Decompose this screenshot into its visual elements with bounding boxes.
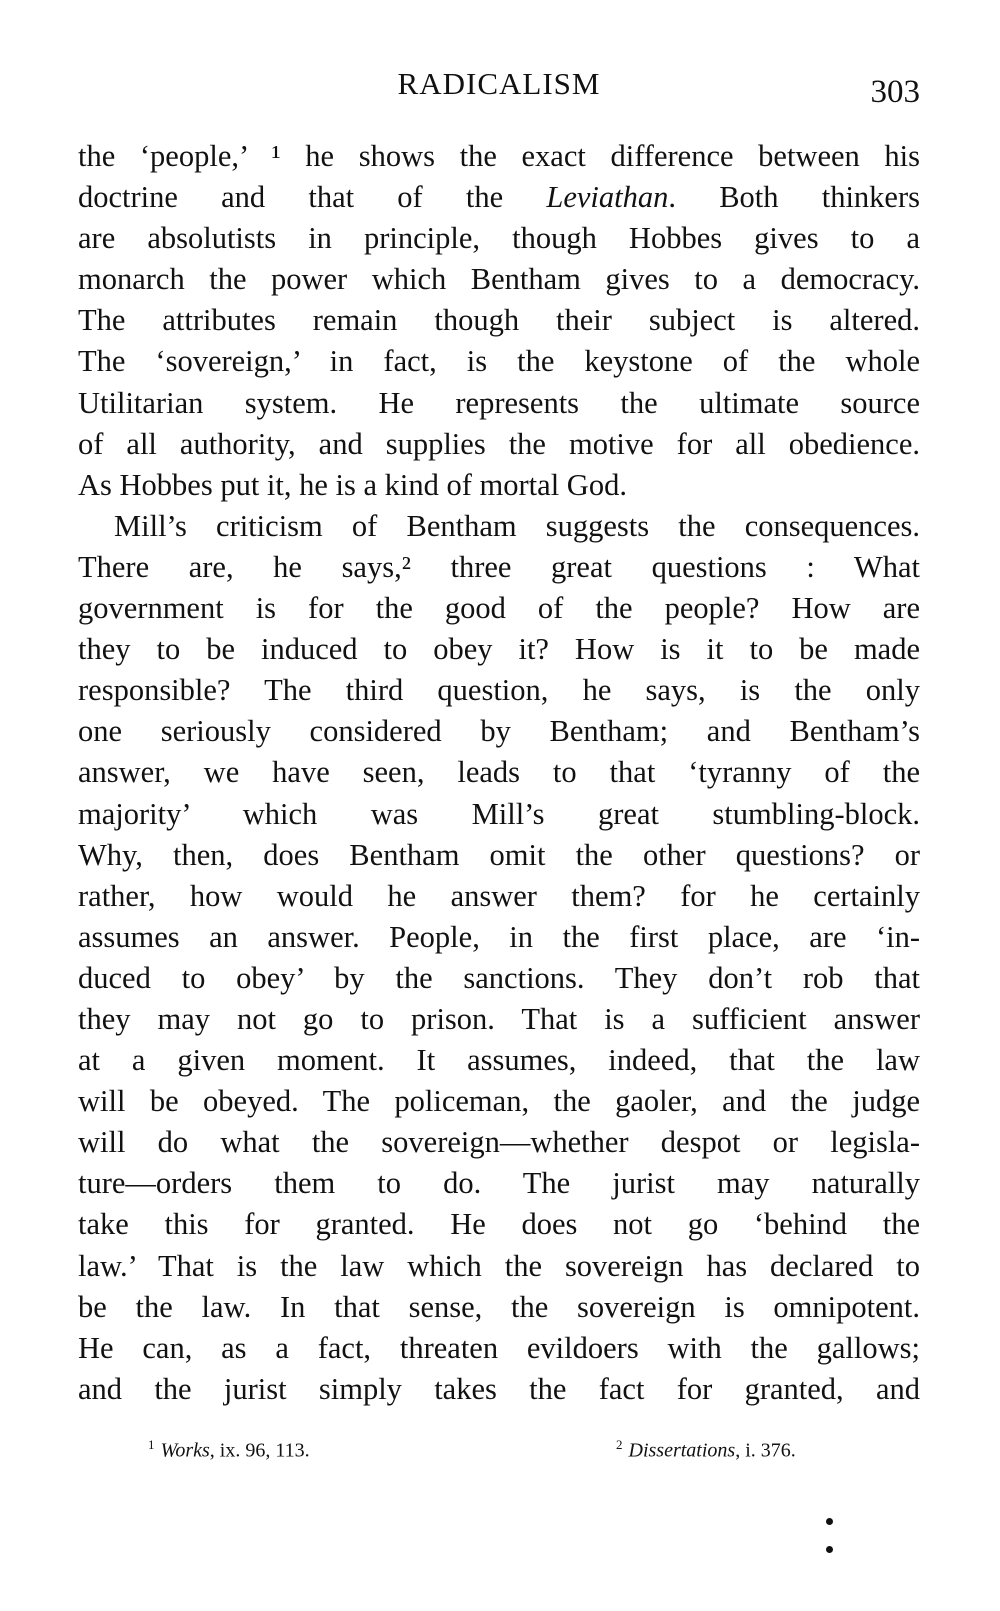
text-line: of all authority, and supplies the motive for all obedience. [78,426,920,461]
page-number: 303 [870,74,920,110]
footnote-marker: 2 [616,1437,623,1452]
text-line: will do what the sovereign—whether despot or legisla- [78,1125,920,1160]
footnote-marker: 1 [148,1437,155,1452]
text-line: will be obeyed. The policeman, the gaoler, and the judge [78,1084,920,1119]
body-text [78,136,920,1410]
text-line: As Hobbes put it, he is a kind of mortal God. [78,467,627,502]
italic-title: Leviathan [546,180,669,215]
text-line: monarch the power which Bentham gives to a democracy. [78,262,920,297]
text-line: ture—orders them to do. The jurist may naturally [78,1166,920,1201]
footnote-2 [616,1437,796,1463]
text-line: law.’ That is the law which the sovereign has declared to [78,1248,920,1283]
footnote-citation: , i. 376. [735,1439,796,1462]
running-head: RADICALISM [397,66,601,101]
ink-dot [826,1546,833,1553]
text-line: one seriously considered by Bentham; and Bentham’s [78,714,920,749]
text-line: Utilitarian system. He represents the ultimate source [78,385,920,420]
text-line: and the jurist simply takes the fact for granted, and [78,1371,920,1406]
text-line: at a given moment. It assumes, indeed, that the law [78,1043,920,1078]
page-header [78,66,920,116]
text-line: are absolutists in principle, though Hobbes gives to a [78,221,920,256]
text-line: answer, we have seen, leads to that ‘tyranny of the [78,755,920,790]
footnote-1 [148,1437,310,1463]
text-line: they may not go to prison. That is a sufficient answer [78,1001,920,1036]
text-line: be the law. In that sense, the sovereign is omnipotent. [78,1289,920,1324]
footnote-citation: , ix. 96, 113. [209,1439,310,1462]
text-line: government is for the good of the people? How are [78,591,920,626]
text-line: they to be induced to obey it? How is it to be made [78,632,920,667]
text-line: the ‘people,’ ¹ he shows the exact difference between his [78,139,920,173]
text-line: duced to obey’ by the sanctions. They don’t rob that [78,960,920,995]
text-line: The ‘sovereign,’ in fact, is the keystone of the whole [78,344,920,379]
text-line: majority’ which was Mill’s great stumbling-block. [78,796,920,831]
text-line: responsible? The third question, he says, is the only [78,673,920,708]
text-line: assumes an answer. People, in the first place, are ‘in- [78,919,920,954]
ink-dot [826,1518,833,1525]
footnote-work-title: Works [160,1439,210,1462]
text-line: take this for granted. He does not go ‘behind the [78,1207,920,1242]
text-line: He can, as a fact, threaten evildoers with the gallows; [78,1330,920,1365]
text-line: Mill’s criticism of Bentham suggests the consequences. [114,508,920,543]
text-line: rather, how would he answer them? for he certainly [78,878,920,913]
text-line: The attributes remain though their subject is altered. [78,303,920,338]
text-line: doctrine and that of the Leviathan. Both thinkers [78,180,920,215]
footnotes [78,1437,920,1471]
text-line: There are, he says,² three great questions : What [78,549,920,584]
footnote-work-title: Dissertations [628,1439,736,1462]
text-line: Why, then, does Bentham omit the other questions? or [78,837,920,872]
